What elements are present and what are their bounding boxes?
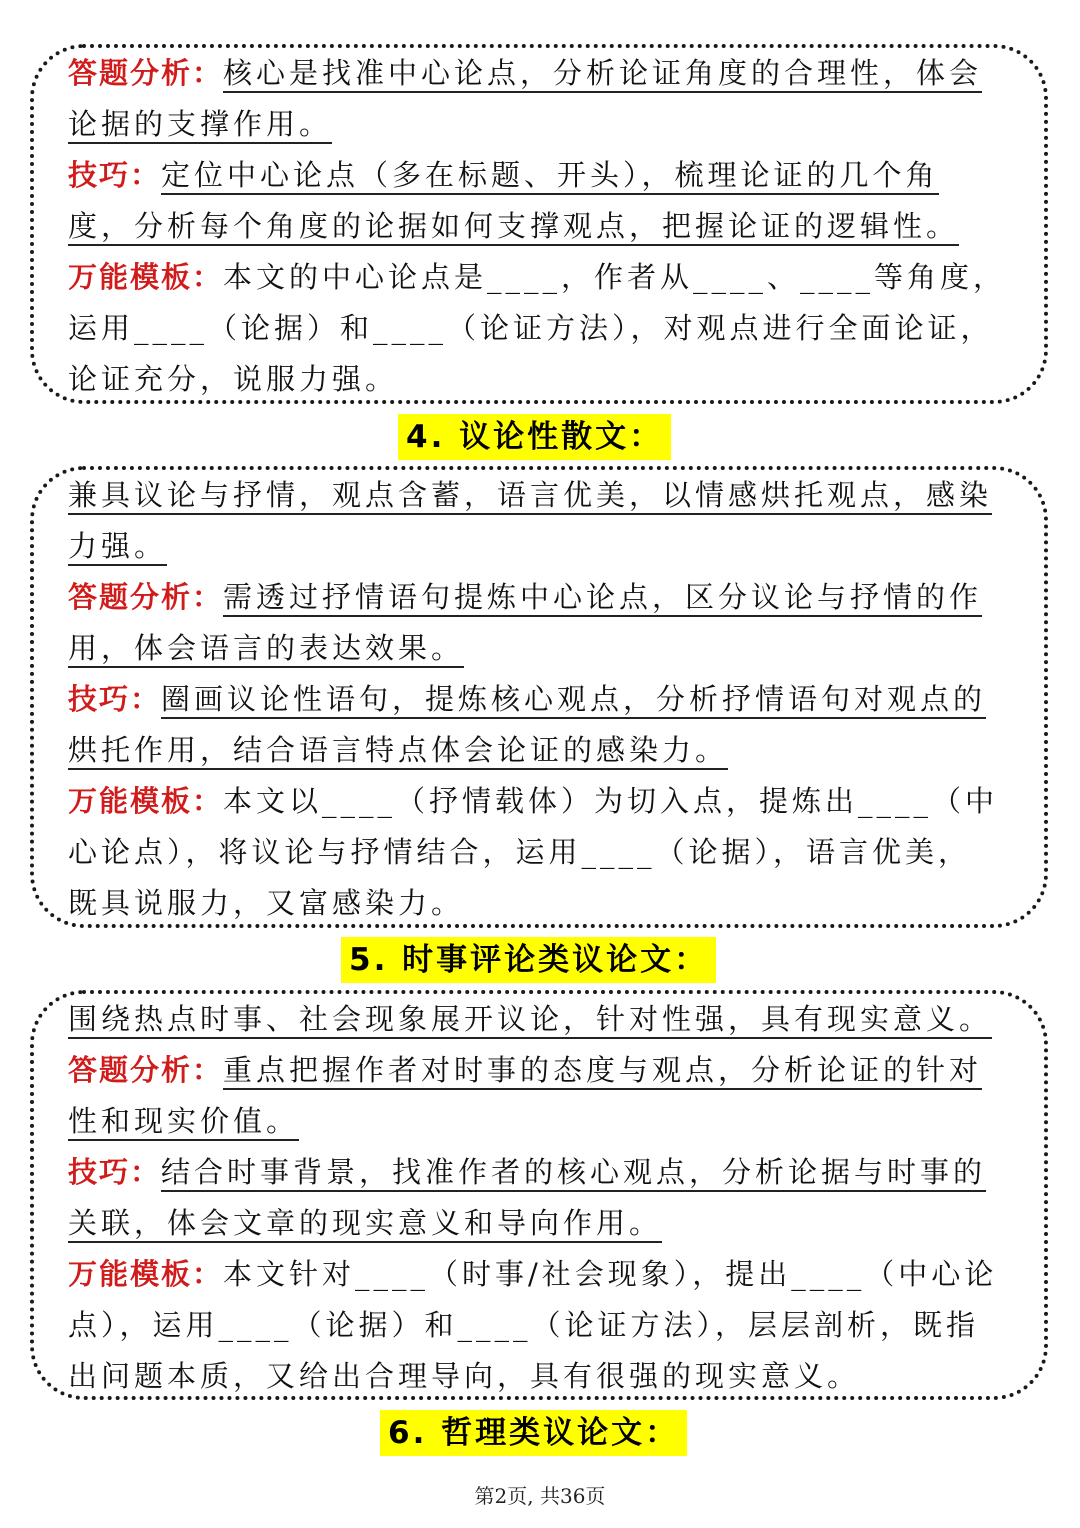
template-label: 万能模板： (68, 784, 224, 818)
analysis-text: 论据的支撑作用。 (68, 107, 332, 144)
template-text: 点），运用____（论据）和____（论证方法），层层剖析，既指 (68, 1308, 980, 1342)
analysis-line (68, 623, 464, 673)
analysis-line (68, 48, 982, 98)
section6-heading: 6. 哲理类议论文： (380, 1410, 687, 1456)
section4-heading: 4. 议论性散文： (398, 414, 671, 460)
template-text: 本文的中心论点是____，作者从____、____等角度， (223, 260, 1007, 294)
template-text: 出问题本质，又给出合理导向，具有很强的现实意义。 (68, 1359, 861, 1393)
template-line (68, 776, 998, 826)
page-footer: 第2页, 共36页 (474, 1484, 606, 1508)
skill-text: 圈画议论性语句，提炼核心观点，分析抒情语句对观点的 (161, 682, 986, 719)
skill-text: 度，分析每个角度的论据如何支撑观点，把握论证的逻辑性。 (68, 209, 959, 246)
template-line (68, 1249, 997, 1299)
analysis-line (68, 572, 982, 622)
intro-text: 围绕热点时事、社会现象展开议论，针对性强，具有现实意义。 (68, 1002, 992, 1039)
skill-line (68, 674, 986, 724)
template-line (68, 878, 464, 928)
skill-line (68, 201, 959, 251)
skill-text: 关联，体会文章的现实意义和导向作用。 (68, 1206, 662, 1243)
analysis-text: 性和现实价值。 (68, 1104, 299, 1141)
analysis-text: 用，体会语言的表达效果。 (68, 631, 464, 668)
template-text: 本文针对____（时事/社会现象），提出____（中心论 (223, 1257, 998, 1291)
template-label: 万能模板： (68, 1257, 224, 1291)
analysis-label: 答题分析： (68, 1053, 224, 1087)
skill-label: 技巧： (68, 1155, 162, 1189)
template-line (68, 354, 398, 404)
skill-line (68, 150, 939, 200)
analysis-line (68, 1096, 299, 1146)
intro-text: 兼具议论与抒情，观点含蓄，语言优美，以情感烘托观点，感染 (68, 478, 992, 515)
analysis-line (68, 99, 332, 149)
analysis-text: 核心是找准中心论点，分析论证角度的合理性，体会 (223, 56, 982, 93)
skill-text: 烘托作用，结合语言特点体会论证的感染力。 (68, 733, 728, 770)
skill-line (68, 725, 728, 775)
analysis-label: 答题分析： (68, 56, 224, 90)
analysis-line (68, 1045, 982, 1095)
template-text: 本文以____（抒情载体）为切入点，提炼出____（中 (223, 784, 999, 818)
template-text: 既具说服力，又富感染力。 (68, 886, 465, 920)
template-line (68, 1300, 979, 1350)
template-line (68, 827, 971, 877)
section5-heading: 5. 时事评论类议论文： (341, 937, 716, 983)
skill-text: 结合时事背景，找准作者的核心观点，分析论据与时事的 (161, 1155, 986, 1192)
template-line (68, 1351, 860, 1401)
skill-line (68, 1198, 662, 1248)
intro-text: 力强。 (68, 529, 167, 566)
template-text: 运用____（论据）和____（论证方法），对观点进行全面论证， (68, 311, 994, 345)
intro-line (68, 994, 992, 1044)
analysis-text: 重点把握作者对时事的态度与观点，分析论证的针对 (223, 1053, 982, 1090)
skill-label: 技巧： (68, 158, 162, 192)
skill-text: 定位中心论点（多在标题、开头），梳理论证的几个角 (161, 158, 939, 195)
template-line (68, 303, 994, 353)
analysis-text: 需透过抒情语句提炼中心论点，区分议论与抒情的作 (223, 580, 982, 617)
template-label: 万能模板： (68, 260, 224, 294)
intro-line (68, 470, 992, 520)
template-text: 论证充分，说服力强。 (68, 362, 399, 396)
analysis-label: 答题分析： (68, 580, 224, 614)
template-text: 心论点），将议论与抒情结合，运用____（论据），语言优美， (68, 835, 972, 869)
skill-line (68, 1147, 986, 1197)
skill-label: 技巧： (68, 682, 162, 716)
template-line (68, 252, 1006, 302)
intro-line (68, 521, 167, 571)
